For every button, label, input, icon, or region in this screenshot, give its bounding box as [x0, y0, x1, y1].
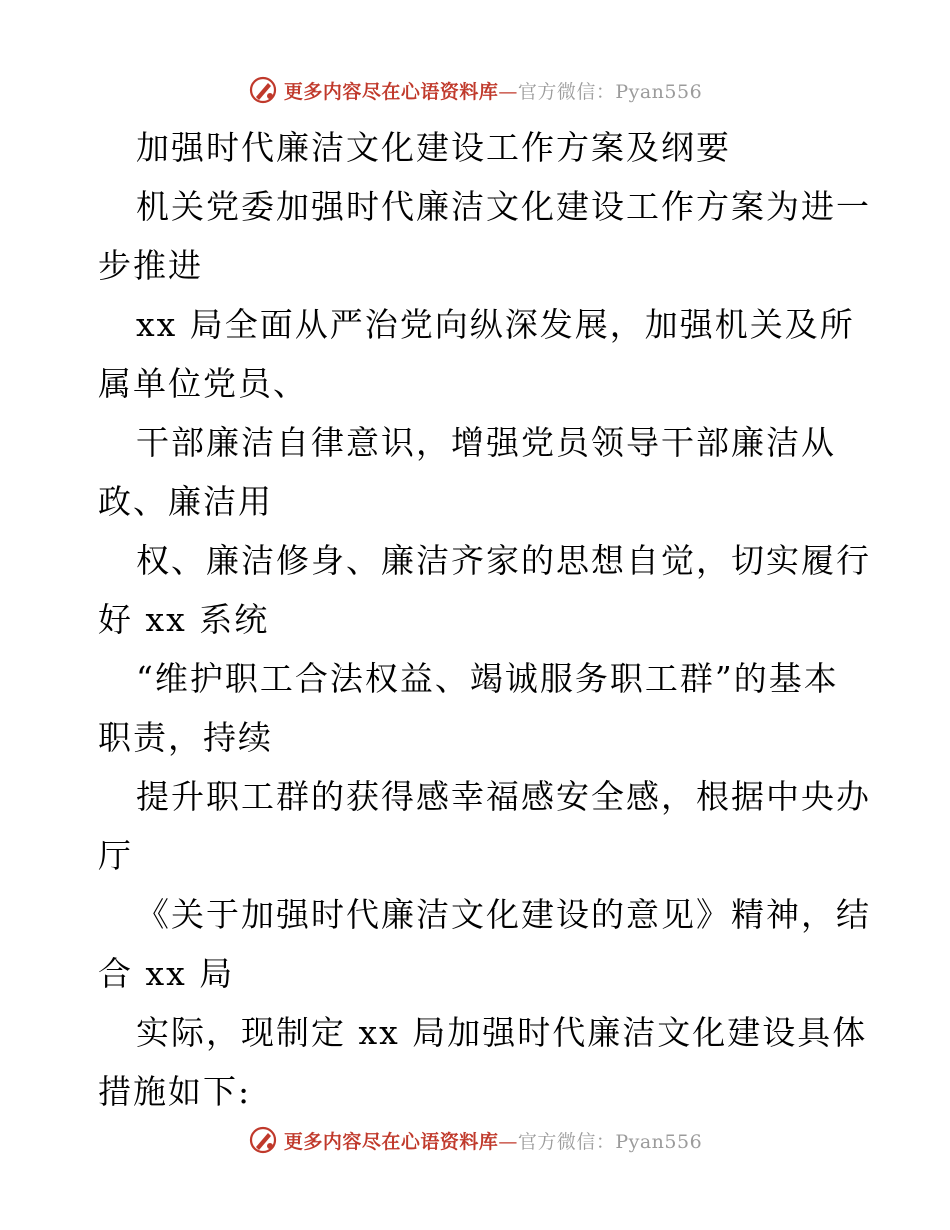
doc-line: 机关党委加强时代廉洁文化建设工作方案为进一	[136, 187, 871, 226]
doc-line: 措施如下:	[98, 1072, 252, 1111]
doc-line: 合 xx 局	[98, 954, 235, 993]
footer-watermark	[0, 1120, 950, 1160]
doc-line: 厅	[98, 836, 133, 875]
doc-line: 步推进	[98, 246, 203, 285]
watermark-text-grey: 官方微信：Pyan556	[517, 1130, 703, 1153]
doc-line: 干部廉洁自律意识，增强党员领导干部廉洁从	[136, 423, 836, 462]
doc-line: 职责，持续	[98, 718, 273, 757]
watermark-dash: —	[498, 1130, 518, 1153]
doc-line: 属单位党员、	[98, 364, 308, 403]
doc-line: 好 xx 系统	[98, 600, 270, 639]
doc-line: xx 局全面从严治党向纵深发展，加强机关及所	[136, 305, 855, 344]
watermark-text-red: 更多内容尽在心语资料库	[283, 1130, 499, 1153]
doc-line-title: 加强时代廉洁文化建设工作方案及纲要	[136, 128, 731, 167]
pen-logo-icon	[248, 75, 278, 105]
doc-line: 实际，现制定 xx 局加强时代廉洁文化建设具体	[136, 1013, 868, 1052]
watermark-text-red: 更多内容尽在心语资料库	[283, 80, 499, 103]
watermark-dash: —	[498, 80, 518, 103]
watermark-text	[284, 77, 702, 104]
doc-line: 《关于加强时代廉洁文化建设的意见》精神，结	[136, 895, 871, 934]
doc-line: 权、廉洁修身、廉洁齐家的思想自觉，切实履行	[136, 541, 871, 580]
doc-line: 政、廉洁用	[98, 482, 273, 521]
header-watermark	[0, 70, 950, 110]
watermark-text	[284, 1127, 702, 1154]
pen-logo-icon	[248, 1125, 278, 1155]
document-body	[98, 118, 871, 1121]
watermark-text-grey: 官方微信：Pyan556	[517, 80, 703, 103]
doc-line: 提升职工群的获得感幸福感安全感，根据中央办	[136, 777, 871, 816]
doc-line: “维护职工合法权益、竭诚服务职工群”的基本	[136, 659, 839, 698]
